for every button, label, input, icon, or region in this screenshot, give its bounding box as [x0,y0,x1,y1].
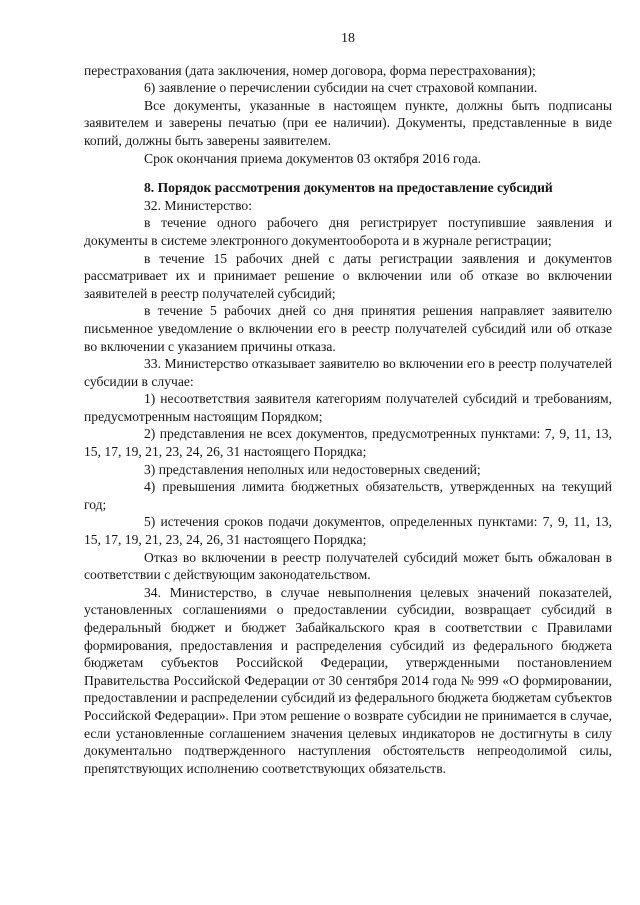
clause-33-appeal: Отказ во включении в реестр получателей субсидий может быть обжалован в соответствии с действующим законодательством. [84,549,612,583]
clause-32-notification: в течение 5 рабочих дней со дня принятия решения направляет заявителю письменное уведомление о включении его в реестр получателей субсидий или об отказе во включении с указанием причины отказа. [84,303,612,354]
clause-33-title: 33. Министерство отказывает заявителю во включении его в реестр получателей субсидии в случае: [84,356,612,389]
paragraph-deadline: Срок окончания приема документов 03 октября 2016 года. [144,150,482,166]
document-page [84,30,612,777]
clause-33-item-5: 5) истечения сроков подачи документов, определенных пунктами: 7, 9, 11, 13, 15, 17, 19, 21, 23, 24, 26, 31 настоящего Порядка; [84,514,612,548]
paragraph-item-6: 6) заявление о перечислении субсидии на счет страховой компании. [144,80,538,96]
clause-33-item-2: 2) представления не всех документов, предусмотренных пунктами: 7, 9, 11, 13, 15, 17, 19, 21, 23, 24, 26, 31 настоящего Порядка; [84,426,612,460]
clause-32-title: 32. Министерство: [144,197,252,213]
clause-32-review: в течение 15 рабочих дней с даты регистрации заявления и документов рассматривает их и принимает решение о включении или об отказе во включении заявителей в реестр получателей субсидий; [84,250,612,301]
clause-34: 34. Министерство, в случае невыполнения целевых значений показателей, установленных соглашениями о предоставлении субсидии, возвращает субсидий в федеральный бюджет и бюджет Забайкальского края в соответствии с Правилами формирования, предоставления и распределения субсидий из федерального бюджета бюджетам субъектов Российской Федерации, утвержденными постановлением Правительства Российской Федерации от 30 сентября 2014 года № 999 «О формировании, предоставлении и распределении субсидий из федерального бюджета бюджетам субъектов Российской Федерации». При этом решение о возврате субсидии не принимается в случае, если установленные соглашением значения целевых индикаторов не достигнуты в силу документально подтвержденного наступления обстоятельств непреодолимой силы, препятствующих исполнению соответствующих обязательств. [84,584,612,776]
page-number: 18 [341,31,355,46]
paragraph-reinsurance: перестрахования (дата заключения, номер договора, форма перестрахования); [84,62,536,78]
clause-33-item-4: 4) превышения лимита бюджетных обязательств, утвержденных на текущий год; [84,479,612,512]
clause-32-registration: в течение одного рабочего дня регистрирует поступившие заявления и документы в системе электронного документооборота и в журнале регистрации; [84,215,612,248]
clause-33-item-3: 3) представления неполных или недостоверных сведений; [144,461,481,477]
clause-33-item-1: 1) несоответствия заявителя категориям получателей субсидий и требованиям, предусмотренным настоящим Порядком; [84,391,612,424]
section-heading: 8. Порядок рассмотрения документов на предоставление субсидий [144,180,553,196]
paragraph-documents-signed: Все документы, указанные в настоящем пункте, должны быть подписаны заявителем и заверены печатью (при ее наличии). Документы, представленные в виде копий, должны быть заверены заявителем. [84,97,612,148]
